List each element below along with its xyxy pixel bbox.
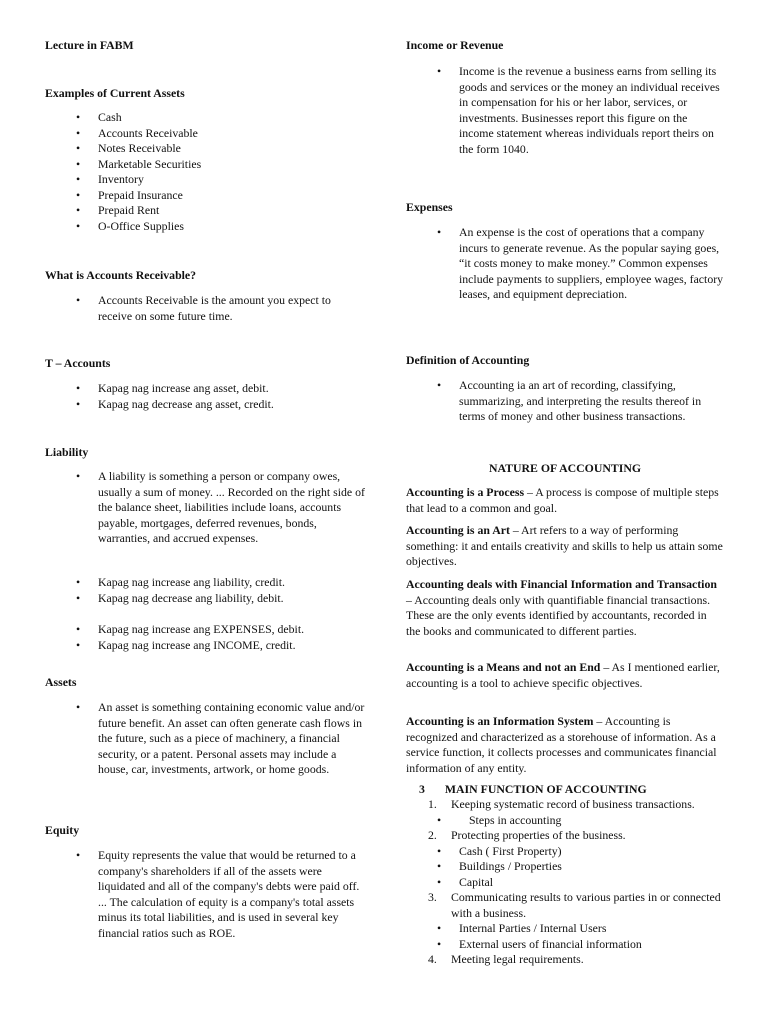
- list-item: • Accounts Receivable: [45, 126, 367, 142]
- list-item: • Kapag nag increase ang liability, credit.: [45, 575, 367, 591]
- list-item: • Cash: [45, 110, 367, 126]
- list-item: • Kapag nag increase ang EXPENSES, debit.: [45, 622, 367, 638]
- liability-heading: Liability: [45, 445, 89, 459]
- nature-entry: Accounting is an Art – Art refers to a way of performing something: it and entails creativity and skills to help us attain some objectives.: [406, 523, 723, 568]
- list-item: • Kapag nag decrease ang liability, debit.: [45, 591, 367, 607]
- list-item: • Inventory: [45, 172, 367, 188]
- nature-entry: Accounting is a Means and not an End – As I mentioned earlier, accounting is a tool to achieve specific objectives.: [406, 660, 720, 690]
- nature-entry-lead: Accounting is a Process: [406, 485, 525, 499]
- list-item: • A liability is something a person or company owes, usually a sum of money. ... Recorded on the right side of the balance sheet, liabilities include loans, accounts payable, mortgages, deferred revenues, bonds, warranties, and accrued expenses.: [45, 469, 367, 547]
- nature-entry: Accounting deals with Financial Information and Transaction – Accounting deals only with quantifiable financial transactions. These are the only events identified by accountants, recorded in the books and communicated to different parties.: [406, 577, 717, 638]
- list-item: • Income is the revenue a business earns from selling its goods and services or the money an individual receives in compensation for his or her labor, services, or investments. Businesses report this figure on the income statement whereas individuals report theirs on the form 1040.: [406, 64, 724, 157]
- list-item: • Buildings / Properties: [406, 859, 724, 875]
- list-item: • Kapag nag decrease ang asset, credit.: [45, 397, 367, 413]
- expense-income-rules-list: [45, 622, 367, 653]
- list-item: • Capital: [406, 875, 724, 891]
- list-item: 1. Keeping systematic record of business transactions.: [428, 797, 695, 811]
- expenses-list: [406, 225, 724, 303]
- current-assets-heading: Examples of Current Assets: [45, 86, 185, 100]
- equity-list: [45, 848, 367, 941]
- list-item: • Prepaid Insurance: [45, 188, 367, 204]
- liability-definition-list: [45, 469, 367, 547]
- definition-heading: Definition of Accounting: [406, 353, 530, 367]
- nature-entry-lead: Accounting is an Art: [406, 523, 510, 537]
- liability-rules-list: [45, 575, 367, 606]
- nature-entry-text: Art refers to a way of performing something: it and entails creativity and skills to help us attain some objectives.: [406, 523, 723, 568]
- nature-entry-text: As I mentioned earlier, accounting is a tool to achieve specific objectives.: [406, 660, 720, 690]
- expenses-heading: Expenses: [406, 200, 453, 214]
- list-item: 3. Communicating results to various parties in or connected with a business.: [428, 890, 721, 920]
- list-item: 4. Meeting legal requirements.: [428, 952, 584, 966]
- nature-entry-text: A process is compose of multiple steps that lead to a common and goal.: [406, 485, 719, 515]
- list-item: • Equity represents the value that would be returned to a company's shareholders if all of the assets were liquidated and all of the company's debts were paid off. ... The calculation of equity is a company's total assets minus its total liabilities, and is used in several key financial ratios such as ROE.: [45, 848, 367, 941]
- list-item: • Accounts Receivable is the amount you expect to receive on some future time.: [45, 293, 367, 324]
- assets-heading: Assets: [45, 675, 77, 689]
- list-item: • O-Office Supplies: [45, 219, 367, 235]
- nature-entry-text: Accounting deals only with quantifiable financial transactions. These are the only events identified by accountants, recorded in the books and communicated to different parties.: [406, 592, 711, 638]
- nature-entry-text: Accounting is recognized and characterized as a storehouse of information. As a service function, it collects processes and communicates financial information of any entity.: [406, 714, 717, 775]
- functions-title-text: MAIN FUNCTION OF ACCOUNTING: [444, 782, 647, 796]
- definition-list: [406, 378, 724, 425]
- accounts-receivable-list: [45, 293, 367, 324]
- list-item: • Kapag nag increase ang asset, debit.: [45, 381, 367, 397]
- functions-number: 3: [419, 782, 425, 796]
- list-item: • Accounting ia an art of recording, classifying, summarizing, and interpreting the results thereof in terms of money and other business transactions.: [406, 378, 724, 425]
- functions-list: [406, 797, 724, 968]
- list-item: • Steps in accounting: [406, 813, 724, 829]
- list-item: • Prepaid Rent: [45, 203, 367, 219]
- list-item: • Marketable Securities: [45, 157, 367, 173]
- nature-entry: Accounting is a Process – A process is compose of multiple steps that lead to a common and goal.: [406, 485, 719, 515]
- list-item: • Cash ( First Property): [406, 844, 724, 860]
- t-accounts-heading: T – Accounts: [45, 356, 111, 370]
- income-list: [406, 64, 724, 157]
- assets-list: [45, 700, 367, 778]
- list-item: • An asset is something containing economic value and/or future benefit. An asset can often generate cash flows in the future, such as a piece of machinery, a financial security, or a patent. Personal assets may include a house, car, investments, artwork, or home goods.: [45, 700, 367, 778]
- nature-entry-lead: Accounting is a Means and not an End: [406, 660, 601, 674]
- list-item: • Kapag nag increase ang INCOME, credit.: [45, 638, 367, 654]
- equity-heading: Equity: [45, 823, 80, 837]
- current-assets-list: [45, 110, 367, 234]
- list-item: • External users of financial information: [406, 937, 724, 953]
- list-item: • Notes Receivable: [45, 141, 367, 157]
- functions-title: [419, 782, 647, 798]
- nature-title: NATURE OF ACCOUNTING: [488, 461, 642, 475]
- t-accounts-list: [45, 381, 367, 412]
- lecture-title: Lecture in FABM: [45, 38, 134, 52]
- nature-entry: Accounting is an Information System – Accounting is recognized and characterized as a storehouse of information. As a service function, it collects processes and communicates financial information of any entity.: [406, 714, 717, 775]
- nature-entry-lead: Accounting is an Information System: [406, 714, 594, 728]
- list-item: 2. Protecting properties of the business.: [428, 828, 626, 842]
- accounts-receivable-heading: What is Accounts Receivable?: [45, 268, 197, 282]
- income-heading: Income or Revenue: [406, 38, 504, 52]
- list-item: • An expense is the cost of operations that a company incurs to generate revenue. As the popular saying goes, “it costs money to make money.” Common expenses include payments to suppliers, employee wages, factory leases, and equipment depreciation.: [406, 225, 724, 303]
- nature-entry-lead: Accounting deals with Financial Information and Transaction: [406, 577, 717, 591]
- list-item: • Internal Parties / Internal Users: [406, 921, 724, 937]
